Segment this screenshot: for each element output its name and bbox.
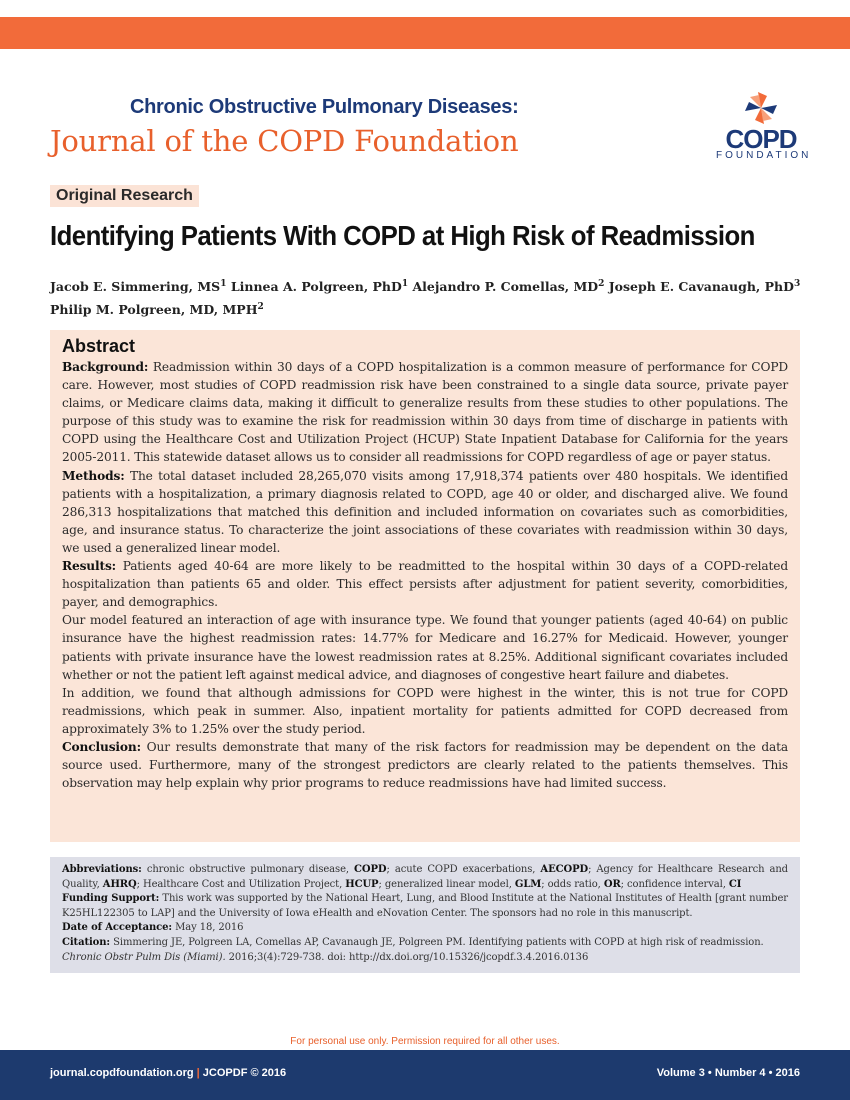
- abstract-conclusion: [62, 738, 788, 792]
- abstract-box: [50, 330, 800, 842]
- footer-copyright: JCOPDF © 2016: [202, 1067, 287, 1079]
- page-number: 729: [18, 0, 42, 15]
- section-label: Methods:: [62, 468, 125, 483]
- section-text: Patients aged 40-64 are more likely to be readmitted to the hospital within 30 days of a COPD-related hospitalization than patients 65 and older. This effect persists after adjustment for patient severity, comorbidities, payer, and demographics.: [62, 559, 788, 610]
- footer-bar: [0, 1050, 850, 1100]
- abbreviation-definition: ; Healthcare Cost and Utilization Project,: [136, 878, 346, 890]
- abbreviation-term: HCUP: [345, 878, 379, 890]
- footer-separator: |: [196, 1067, 200, 1079]
- abstract-results-para: Our model featured an interaction of age with insurance type. We found that younger patients (aged 40-64) on public insurance have the highest readmission rates: 14.77% for Medicare and 16.27% for Medicaid. However, younger patients with private insurance have the lowest readmission rates at 8.25%. Additional significant covariates included whether or not the patient left against medical advice, and diagnoses of congestive heart failure and diabetes.: [62, 613, 788, 682]
- abbreviation-term: OR: [603, 878, 621, 890]
- abbreviation-term: CI: [728, 878, 742, 890]
- author-name: Philip M. Polgreen, MD, MPH: [50, 302, 258, 318]
- section-label: Results:: [62, 559, 117, 574]
- abbreviation-term: COPD: [354, 864, 387, 875]
- meta-text: Simmering JE, Polgreen LA, Comellas AP, Cavanaugh JE, Polgreen PM. Identifying patients with COPD at high risk of readmission.: [113, 936, 764, 948]
- author-affiliation: 3: [793, 279, 801, 289]
- journal-title-line2: Journal of the COPD Foundation: [50, 124, 519, 158]
- article-metadata-box: [50, 857, 800, 973]
- abstract-heading: Abstract: [62, 336, 136, 356]
- journal-url-link[interactable]: journal.copdfoundation.org: [50, 1067, 194, 1079]
- meta-label: Date of Acceptance:: [62, 922, 172, 934]
- footer-volume: Volume 3 • Number 4 • 2016: [656, 1067, 800, 1079]
- abbreviations: [62, 863, 788, 892]
- section-label: Background:: [62, 360, 149, 374]
- meta-label: Funding Support:: [62, 893, 160, 905]
- article-title: Identifying Patients With COPD at High Risk of Readmission: [50, 220, 755, 251]
- author-name: Alejandro P. Comellas, MD: [412, 279, 599, 295]
- meta-label: Citation:: [62, 936, 111, 948]
- top-banner: [0, 17, 850, 49]
- abstract-results: [62, 557, 788, 611]
- section-label: Conclusion:: [62, 739, 141, 754]
- journal-title-line1: Chronic Obstructive Pulmonary Diseases:: [130, 96, 519, 118]
- author-affiliation: 1: [220, 279, 227, 289]
- meta-label: Abbreviations:: [62, 864, 142, 875]
- article-category: Original Research: [50, 185, 199, 207]
- abstract-methods: [62, 467, 788, 557]
- abbreviation-definition: ; confidence interval,: [620, 878, 729, 890]
- citation-doi-link[interactable]: 2016;3(4):729-738. doi: http://dx.doi.org/10.15326/jcopdf.3.4.2016.0136: [228, 951, 589, 963]
- citation-journal: Chronic Obstr Pulm Dis (Miami).: [62, 951, 226, 963]
- usage-notice: For personal use only. Permission required for all other uses.: [290, 1036, 560, 1047]
- abbreviation-definition: ; acute COPD exacerbations,: [386, 864, 541, 875]
- section-text: The total dataset included 28,265,070 visits among 17,918,374 patients over 480 hospitals. We identified patients with a hospitalization, a primary diagnosis related to COPD, age 40 or older, and discharged alive. We found 286,313 hospitalizations that matched this definition and included information on covariates such as comorbidities, age, and insurance status. To characterize the joint associations of these covariates with readmission within 30 days, we used a generalized linear model.: [62, 468, 788, 555]
- author-affiliation: 1: [401, 279, 409, 289]
- abbreviation-term: AHRQ: [102, 878, 137, 890]
- date-of-acceptance: [62, 921, 788, 936]
- abstract-background: [62, 358, 788, 467]
- section-text: Readmission within 30 days of a COPD hospitalization is a common measure of performance for COPD care. However, most studies of COPD readmission risk have been constrained to a single data source, private payer claims, or Medicare claims data, making it difficult to generalize results from these studies to other populations. The purpose of this study was to examine the risk for readmission within 30 days from time of discharge in patients with COPD using the Healthcare Cost and Utilization Project (HCUP) State Inpatient Database for California for the years 2005-2011. This statewide dataset allows us to consider all readmissions for COPD regardless of age or payer status.: [62, 360, 788, 465]
- abbreviation-definition: ; odds ratio,: [541, 878, 604, 890]
- author-affiliation: 2: [257, 302, 264, 313]
- abbreviation-term: GLM: [514, 878, 542, 890]
- abbreviation-definition: chronic obstructive pulmonary disease,: [146, 864, 355, 875]
- footer-left: [50, 1067, 286, 1079]
- funding-support: [62, 892, 788, 921]
- author-name: Joseph E. Cavanaugh, PhD: [608, 279, 794, 295]
- abbreviation-term: AECOPD: [540, 864, 589, 875]
- author-list: [50, 274, 810, 320]
- author-name: Linnea A. Polgreen, PhD: [230, 279, 402, 295]
- author-name: Jacob E. Simmering, MS: [50, 279, 221, 295]
- logo-wordmark: COPD: [725, 124, 797, 154]
- author-affiliation: 2: [598, 279, 605, 289]
- abbreviation-definition: ; generalized linear model,: [378, 878, 515, 890]
- section-text: Our results demonstrate that many of the risk factors for readmission may be dependent on the data source used. Furthermore, many of the strongest predictors are clearly related to the patients themselves. This observation may help explain why prior programs to reduce readmissions have had limited success.: [62, 739, 788, 791]
- meta-text: May 18, 2016: [175, 922, 244, 934]
- meta-text: This work was supported by the National Heart, Lung, and Blood Institute at the National Institutes of Health [grant number K25HL122305 to LAP] and the University of Iowa eHealth and eNovation Center. The sponsors had no role in this manuscript.: [62, 893, 788, 919]
- logo-subtitle: FOUNDATION: [716, 150, 812, 161]
- abbreviations-list: [62, 864, 788, 890]
- abbreviation-definition: ; Agency for Healthcare Research and Quality,: [62, 864, 788, 890]
- citation: [62, 936, 788, 965]
- abstract-results-para: In addition, we found that although admissions for COPD were highest in the winter, this is not true for COPD readmissions, which peak in summer. Also, inpatient mortality for patients admitted for COPD decreased from approximately 3% to 1.25% over the study period.: [62, 685, 788, 736]
